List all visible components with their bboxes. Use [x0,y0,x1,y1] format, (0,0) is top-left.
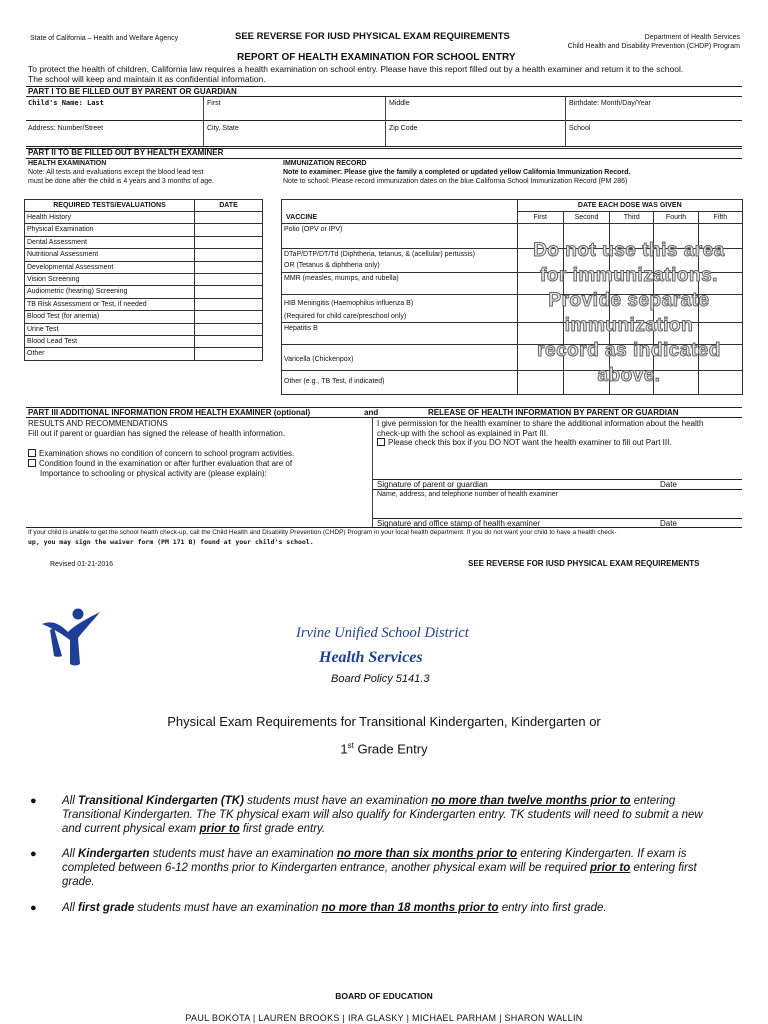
release-permission-2: check-up with the school as explained in Part III. [377,429,549,438]
immunization-watermark: Do not use this area for immunizations. Provide separate immunization record as indicated above. [533,240,725,386]
table-row: Health History [25,212,263,224]
dose-fifth-header: Fifth [698,212,742,224]
date-cell[interactable] [195,224,263,236]
date-column-header: DATE [195,200,263,212]
table-row: HIB Meningitis (Haemophilus influenza B) (Required for child care/preschool only) [282,295,743,323]
part2-title: PART II TO BE FILLED OUT BY HEALTH EXAMINER [28,148,224,157]
intro-text-2: The school will keep and maintain it as confidential information. [28,74,266,84]
part3-title: PART III ADDITIONAL INFORMATION FROM HEALTH EXAMINER (optional) [28,408,311,417]
first-grade-requirement: ● All first grade students must have an examination no more than 18 months prior to entry into first grade. [30,902,607,914]
kindergarten-requirement: ● All Kindergarten students must have an examination no more than six months prior to entering Kindergarten. If exam is completed between 6-12 months prior to Kindergarten entrance, another physical exam will be required prior to entering first grade. [30,848,697,888]
release-title: RELEASE OF HEALTH INFORMATION BY PARENT OR GUARDIAN [428,408,679,417]
reverse-notice-top: SEE REVERSE FOR IUSD PHYSICAL EXAM REQUIREMENTS [235,31,510,42]
form-title: REPORT OF HEALTH EXAMINATION FOR SCHOOL ENTRY [237,52,516,63]
checkbox[interactable] [28,449,36,457]
table-row: Developmental Assessment [25,261,263,273]
checkbox[interactable] [28,459,36,467]
middle-name-field[interactable]: Middle [389,100,410,107]
table-row: Blood Test (for anemia) [25,311,263,323]
date-cell[interactable] [195,335,263,347]
part1-title: PART I TO BE FILLED OUT BY PARENT OR GUARDIAN [28,87,237,96]
table-row: Other [25,348,263,360]
revised-date: Revised 01-21-2016 [50,561,114,568]
release-opt-out-row[interactable]: Please check this box if you DO NOT want the health examiner to fill out Part III. [377,438,672,448]
table-row: DTaP/DTP/DT/Td (Diphtheria, tetanus, & (acellular) pertussis) OR (Tetanus & diphtheria only) [282,249,743,273]
date-cell[interactable] [195,298,263,310]
dose-third-header: Third [610,212,654,224]
table-row: Physical Examination [25,224,263,236]
results-heading: RESULTS AND RECOMMENDATIONS [28,419,168,428]
results-note: Fill out if parent or guardian has signed the release of health information. [28,429,286,438]
part3-and: and [364,408,379,417]
child-last-name-field[interactable]: Child's Name: Last [28,99,104,107]
table-row: TB Risk Assessment or Test, if needed [25,298,263,310]
part1-bottom [26,146,742,147]
no-condition-checkbox-row[interactable]: Examination shows no condition of concern to school program activities. [28,449,294,459]
checkbox[interactable] [377,438,385,446]
release-permission-1: I give permission for the health examiner to share the additional information about the health [377,419,704,428]
dose-second-header: Second [563,212,609,224]
first-name-field[interactable]: First [207,100,221,107]
footer-note-2: up, you may sign the waiver form (PM 171 B) found at your child's school. [28,538,314,546]
zip-code-field[interactable]: Zip Code [389,125,418,132]
table-row: MMR (measles, mumps, and rubella) [282,273,743,295]
reverse-notice-bottom: SEE REVERSE FOR IUSD PHYSICAL EXAM REQUIREMENTS [468,559,700,568]
table-row: Vision Screening [25,273,263,285]
requirements-heading-2: 1st Grade Entry [340,741,428,757]
footer-note-1: If your child is unable to get the school health check-up, call the Child Health and Disability Prevention (CHDP) Program in your local health department. If you do not want your child to have a health check- [28,529,617,536]
city-state-field[interactable]: City, State [207,125,239,132]
requirements-heading-1: Physical Exam Requirements for Transitional Kindergarten, Kindergarten or [167,714,601,729]
tests-column-header: REQUIRED TESTS/EVALUATIONS [25,200,195,212]
birthdate-field[interactable]: Birthdate: Month/Day/Year [569,100,651,107]
condition-found-checkbox-row[interactable]: Condition found in the examination or after further evaluation that are of [28,459,292,469]
agency-label: State of California – Health and Welfare Agency [30,35,179,42]
date-cell[interactable] [195,261,263,273]
address-field[interactable]: Address: Number/Street [28,125,104,132]
date-cell[interactable] [195,323,263,335]
table-row: Other (e.g., TB Test, if indicated) [282,371,743,395]
parent-signature-label: Signature of parent or guardian [377,480,488,489]
condition-found-continued: Importance to schooling or physical activity are (please explain): [40,469,267,478]
table-row: Nutritional Assessment [25,249,263,261]
date-cell[interactable] [195,212,263,224]
examiner-info-label: Name, address, and telephone number of health examiner [377,491,558,498]
dept-label: Department of Health Services [644,34,740,41]
immunization-note-examiner: Note to examiner: Please give the family a completed or updated yellow California Immunization Record. [283,169,631,176]
tk-requirement: ● All Transitional Kindergarten (TK) students must have an examination no more than twelve months prior to entering Transitional Kindergarten. The TK physical exam will also qualify for Kindergarten entry. TK students will need to submit a new and current physical exam prior to first grade entry. [30,795,703,835]
program-label: Child Health and Disability Prevention (CHDP) Program [567,43,740,50]
health-exam-note-2: must be done after the child is 4 years and 3 months of age. [28,178,214,185]
table-row: Varicella (Chickenpox) [282,345,743,371]
immunization-heading: IMMUNIZATION RECORD [283,160,367,167]
date-cell[interactable] [195,286,263,298]
examiner-date-label: Date [660,519,677,528]
intro-text-1: To protect the health of children, California law requires a health examination on school entry. Please have this report filled out by a health examiner and return it to the school. [28,64,684,74]
board-heading: BOARD OF EDUCATION [335,991,433,1001]
date-cell[interactable] [195,311,263,323]
table-row: Urine Test [25,323,263,335]
board-members: PAUL BOKOTA | LAUREN BROOKS | IRA GLASKY | MICHAEL PARHAM | SHARON WALLIN [185,1013,583,1023]
dose-fourth-header: Fourth [654,212,698,224]
examiner-signature-label: Signature and office stamp of health examiner [377,519,541,528]
dose-first-header: First [517,212,563,224]
table-row: Polio (OPV or IPV) [282,224,743,249]
district-name: Irvine Unified School District [296,625,469,641]
immunization-note-school: Note to school: Please record immunization dates on the blue California School Immunization Record (PM 286) [283,178,628,185]
vaccine-column-header: VACCINE [282,200,518,224]
tests-table [24,199,263,361]
health-exam-note-1: Note: All tests and evaluations except the blood lead test [28,169,204,176]
health-exam-heading: HEALTH EXAMINATION [28,160,107,167]
table-row: Hepatitis B [282,323,743,345]
iusd-logo [40,606,112,668]
date-cell[interactable] [195,236,263,248]
board-policy: Board Policy 5141.3 [331,673,430,685]
date-cell[interactable] [195,348,263,360]
date-cell[interactable] [195,249,263,261]
table-row: Audiometric (hearing) Screening [25,286,263,298]
dose-date-header: DATE EACH DOSE WAS GIVEN [517,200,742,212]
date-cell[interactable] [195,273,263,285]
table-row: Blood Lead Test [25,335,263,347]
part1-row-divider [26,120,742,121]
table-row: Dental Assessment [25,236,263,248]
school-field[interactable]: School [569,125,591,132]
health-services-title: Health Services [319,649,423,666]
parent-date-label: Date [660,480,677,489]
